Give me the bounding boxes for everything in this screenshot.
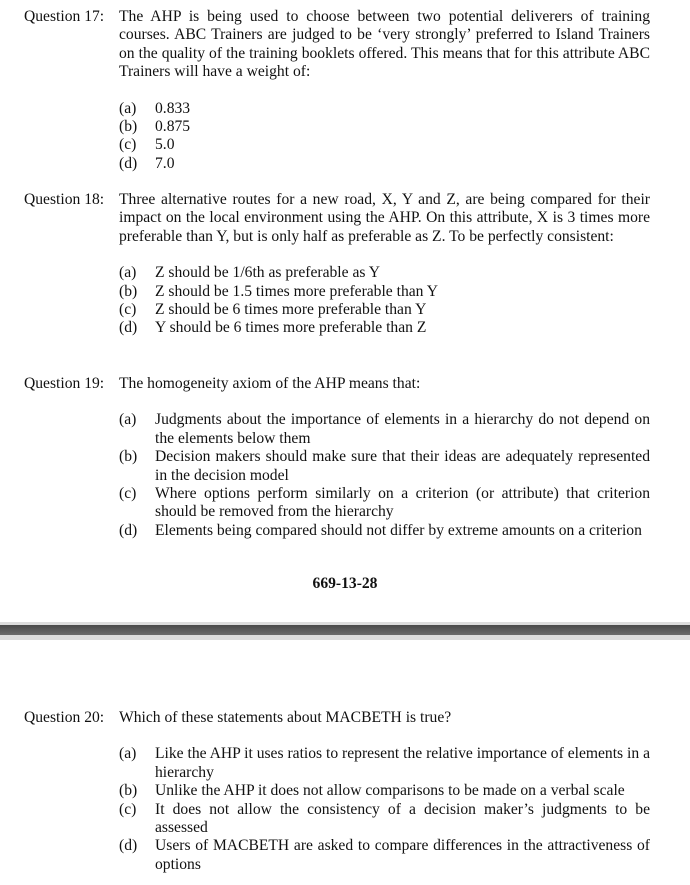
option-b	[119, 782, 650, 800]
option-text: Z should be 1/6th as preferable as Y	[155, 264, 381, 282]
question-20	[24, 709, 650, 874]
options-list	[119, 411, 650, 540]
option-letter: (b)	[119, 782, 138, 800]
page-separator	[0, 622, 690, 640]
option-letter: (c)	[119, 800, 137, 818]
option-letter: (d)	[119, 837, 138, 855]
question-17	[24, 8, 650, 173]
option-letter: (a)	[119, 745, 137, 763]
options-list	[119, 745, 650, 874]
question-label: Question 18:	[24, 191, 105, 208]
option-c	[119, 485, 650, 522]
option-d	[119, 837, 650, 874]
option-text: Like the AHP it uses ratios to represent the relative importance of elements in a hierarchy	[155, 745, 650, 781]
option-text: Z should be 1.5 times more preferable than Y	[155, 282, 439, 300]
option-text: 7.0	[155, 154, 175, 172]
option-letter: (b)	[119, 282, 138, 300]
option-letter: (c)	[119, 136, 137, 154]
option-letter: (d)	[119, 154, 138, 172]
question-label: Question 20:	[24, 709, 105, 726]
question-label: Question 19:	[24, 375, 105, 392]
option-text: Judgments about the importance of elements in a hierarchy do not depend on the elements below them	[155, 411, 650, 447]
option-text: 0.833	[155, 99, 191, 117]
option-letter: (b)	[119, 448, 138, 466]
option-text: Where options perform similarly on a criterion (or attribute) that criterion should be removed from the hierarchy	[155, 485, 650, 521]
option-letter: (c)	[119, 301, 137, 319]
question-text: Which of these statements about MACBETH is true?	[119, 709, 452, 726]
option-d	[119, 522, 650, 540]
option-text: Y should be 6 times more preferable than Z	[155, 319, 427, 337]
option-d	[119, 155, 650, 173]
option-a	[119, 264, 650, 282]
option-c	[119, 301, 650, 319]
option-a	[119, 100, 650, 118]
option-letter: (a)	[119, 99, 137, 117]
question-text: The AHP is being used to choose between two potential deliverers of training courses. ABC Trainers are judged to be ‘very strongly’ preferred to Island Trainers on the quality of the training booklets offered. This means that for this attribute ABC Trainers will have a weight of:	[119, 8, 650, 81]
option-text: Users of MACBETH are asked to compare differences in the attractiveness of options	[155, 837, 650, 873]
option-text: It does not allow the consistency of a decision maker’s judgments to be assessed	[155, 800, 650, 837]
option-c	[119, 136, 650, 154]
option-d	[119, 319, 650, 337]
option-a	[119, 411, 650, 448]
option-text: 5.0	[155, 136, 175, 154]
option-text: Unlike the AHP it does not allow comparisons to be made on a verbal scale	[155, 782, 625, 800]
option-letter: (a)	[119, 411, 137, 429]
document-code: 669-13-28	[312, 575, 378, 592]
option-text: Decision makers should make sure that their ideas are adequately represented in the decision model	[155, 448, 650, 484]
option-letter: (d)	[119, 521, 138, 539]
option-letter: (a)	[119, 264, 137, 282]
question-text: The homogeneity axiom of the AHP means that:	[119, 375, 421, 392]
page-bottom	[0, 640, 690, 885]
option-letter: (d)	[119, 319, 138, 337]
option-letter: (c)	[119, 485, 137, 503]
options-list	[119, 100, 650, 174]
question-text: Three alternative routes for a new road, X, Y and Z, are being compared for their impact on the local environment using the AHP. On this attribute, X is 3 times more preferable than Y, but is only half as preferable as Z. To be perfectly consistent:	[119, 191, 650, 245]
option-text: Z should be 6 times more preferable than Y	[155, 301, 427, 319]
options-list	[119, 264, 650, 338]
option-text: Elements being compared should not differ by extreme amounts on a criterion	[155, 521, 642, 539]
page-separator-bar	[0, 625, 690, 635]
option-c	[119, 801, 650, 838]
option-letter: (b)	[119, 118, 138, 136]
option-b	[119, 448, 650, 485]
question-19	[24, 375, 650, 540]
option-b	[119, 118, 650, 136]
option-a	[119, 745, 650, 782]
question-label: Question 17:	[24, 8, 105, 25]
question-18	[24, 191, 650, 338]
option-text: 0.875	[155, 118, 191, 136]
option-b	[119, 283, 650, 301]
